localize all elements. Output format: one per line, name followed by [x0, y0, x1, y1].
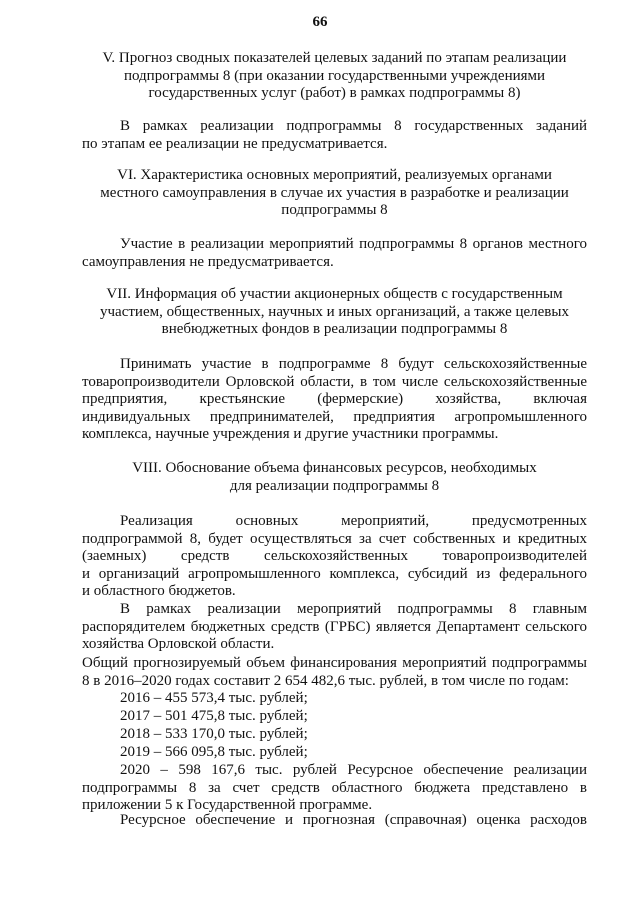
- body-line: Принимать участие в подпрограмме 8 будут сельскохозяйственные: [120, 356, 587, 372]
- body-line: Реализация основных мероприятий, предусмотренных: [120, 513, 587, 529]
- heading-line: подпрограммы 8: [281, 202, 388, 218]
- body-line: подпрограммой 8, будет осуществляться за счет собственных и кредитных: [82, 530, 587, 547]
- heading-line: государственных услуг (работ) в рамках подпрограммы 8): [148, 85, 521, 101]
- section-7-body: [82, 356, 587, 444]
- section-8-paragraph-3: [82, 655, 587, 690]
- heading-line: для реализации подпрограммы 8: [229, 477, 440, 494]
- heading-line: VII. Информация об участии акционерных обществ с государственным: [106, 286, 563, 302]
- section-5-body: [82, 118, 587, 153]
- body-line: Участие в реализации мероприятий подпрограммы 8 органов местного: [120, 236, 587, 252]
- body-line: приложении 5 к Государственной программе.: [82, 797, 373, 813]
- year-amount-2018: 2018 – 533 170,0 тыс. рублей;: [120, 726, 308, 742]
- section-8-paragraph-2: [82, 601, 587, 654]
- heading-line: VI. Характеристика основных мероприятий, реализуемых органами: [117, 167, 552, 183]
- heading-line: внебюджетных фондов в реализации подпрограммы 8: [161, 321, 508, 337]
- body-line: В рамках реализации подпрограммы 8 государственных заданий: [120, 118, 587, 134]
- body-line: 8 в 2016–2020 годах составит 2 654 482,6 тыс. рублей, в том числе по годам:: [82, 672, 569, 689]
- body-line: самоуправления не предусматривается.: [82, 253, 334, 270]
- body-line: и организаций агропромышленного комплекса, субсидий из федерального: [82, 565, 587, 582]
- body-line: подпрограммы 8 за счет средств областного бюджета представлено в: [82, 779, 587, 796]
- heading-line: участием, общественных, научных и иных организаций, а также целевых: [100, 303, 569, 320]
- heading-line: V. Прогноз сводных показателей целевых заданий по этапам реализации: [102, 50, 567, 66]
- section-7-heading: [82, 286, 587, 339]
- section-8-paragraph-4: [82, 762, 587, 815]
- heading-line: VIII. Обоснование объема финансовых ресурсов, необходимых: [132, 460, 537, 476]
- year-amount-2019: 2019 – 566 095,8 тыс. рублей;: [120, 744, 308, 760]
- heading-line: подпрограммы 8 (при оказании государственными учреждениями: [123, 67, 546, 84]
- section-5-heading: [82, 50, 587, 103]
- body-line: предприятия, крестьянские (фермерские) хозяйства, включая: [82, 391, 587, 407]
- body-line: товаропроизводители Орловской области, в том числе сельскохозяйственные: [82, 373, 587, 390]
- body-line: и областного бюджетов.: [82, 583, 236, 599]
- section-8-paragraph-1: [82, 513, 587, 601]
- body-line: 2020 – 598 167,6 тыс. рублей Ресурсное обеспечение реализации: [120, 762, 587, 778]
- body-line: хозяйства Орловской области.: [82, 636, 275, 652]
- year-amount-2017: 2017 – 501 475,8 тыс. рублей;: [120, 708, 308, 724]
- section-6-body: [82, 236, 587, 271]
- body-line: по этапам ее реализации не предусматривается.: [82, 135, 388, 152]
- body-line: Ресурсное обеспечение и прогнозная (справочная) оценка расходов: [120, 812, 587, 828]
- year-amount-2016: 2016 – 455 573,4 тыс. рублей;: [120, 690, 308, 706]
- section-8-heading: [82, 460, 587, 495]
- body-line: комплекса, научные учреждения и другие участники программы.: [82, 426, 499, 442]
- section-8-paragraph-5: [82, 812, 587, 830]
- body-line: распорядителем бюджетных средств (ГРБС) является Департамент сельского: [82, 618, 587, 635]
- body-line: Общий прогнозируемый объем финансирования мероприятий подпрограммы: [82, 655, 587, 671]
- section-6-heading: [82, 167, 587, 220]
- heading-line: местного самоуправления в случае их участия в разработке и реализации: [100, 184, 569, 201]
- body-line: В рамках реализации мероприятий подпрограммы 8 главным: [120, 601, 587, 617]
- body-line: индивидуальных предпринимателей, предприятия агропромышленного: [82, 408, 587, 425]
- page-number: 66: [312, 14, 328, 30]
- body-line: (заемных) средств сельскохозяйственных товаропроизводителей: [82, 548, 587, 564]
